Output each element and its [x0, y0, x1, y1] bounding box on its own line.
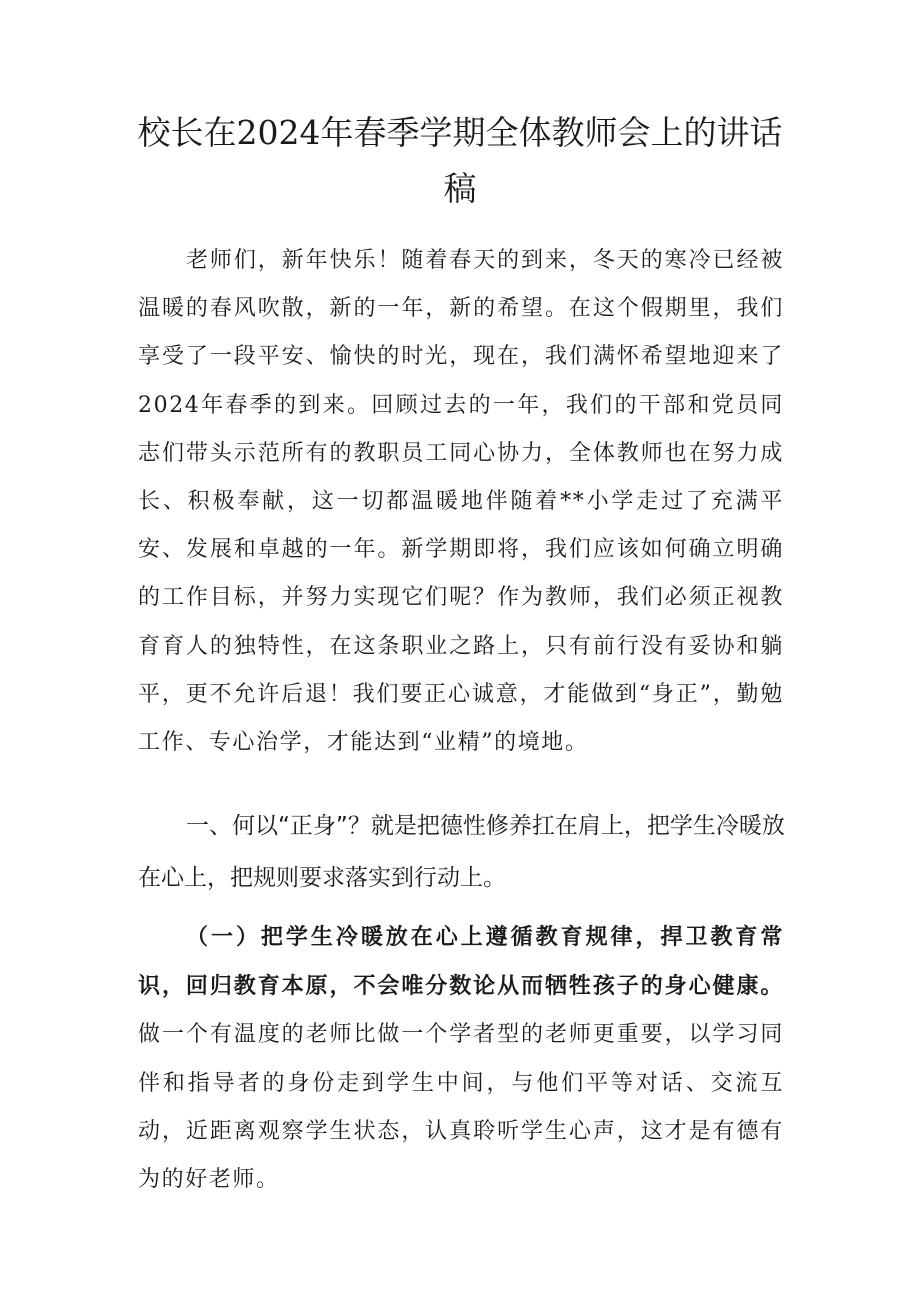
- section-heading: 一、何以“正身”？就是把德性修养扛在肩上，把学生冷暖放在心上，把规则要求落实到行动上。: [138, 813, 785, 891]
- subsection-body: 做一个有温度的老师比做一个学者型的老师更重要，以学习同伴和指导者的身份走到学生中间，与他们平等对话、交流互动，近距离观察学生状态，认真聆听学生心声，这才是有德有为的好老师。: [138, 1022, 784, 1193]
- document-title: 校长在2024年春季学期全体教师会上的讲话稿: [137, 113, 783, 208]
- intro-paragraph: 老师们，新年快乐！随着春天的到来，冬天的寒冷已经被温暖的春风吹散，新的一年，新的希望。在这个假期里，我们享受了一段平安、愉快的时光，现在，我们满怀希望地迎来了2024年春季的到来。回顾过去的一年，我们的干部和党员同志们带头示范所有的教职员工同心协力，全体教师也在努力成长、积极奉献，这一切都温暖地伴随着**小学走过了充满平安、发展和卓越的一年。新学期即将，我们应该如何确立明确的工作目标，并努力实现它们呢？作为教师，我们必须正视教育育人的独特性，在这条职业之路上，只有前行没有妥协和躺平，更不允许后退！我们要正心诚意，才能做到“身正”，勤勉工作、专心治学，才能达到“业精”的境地。: [138, 248, 784, 756]
- subsection-paragraph: [138, 913, 784, 1204]
- subsection-lead: （一）把学生冷暖放在心上遵循教育规律，捍卫教育常识，回归教育本原，不会唯分数论从而牺牲孩子的身心健康。: [138, 924, 784, 1000]
